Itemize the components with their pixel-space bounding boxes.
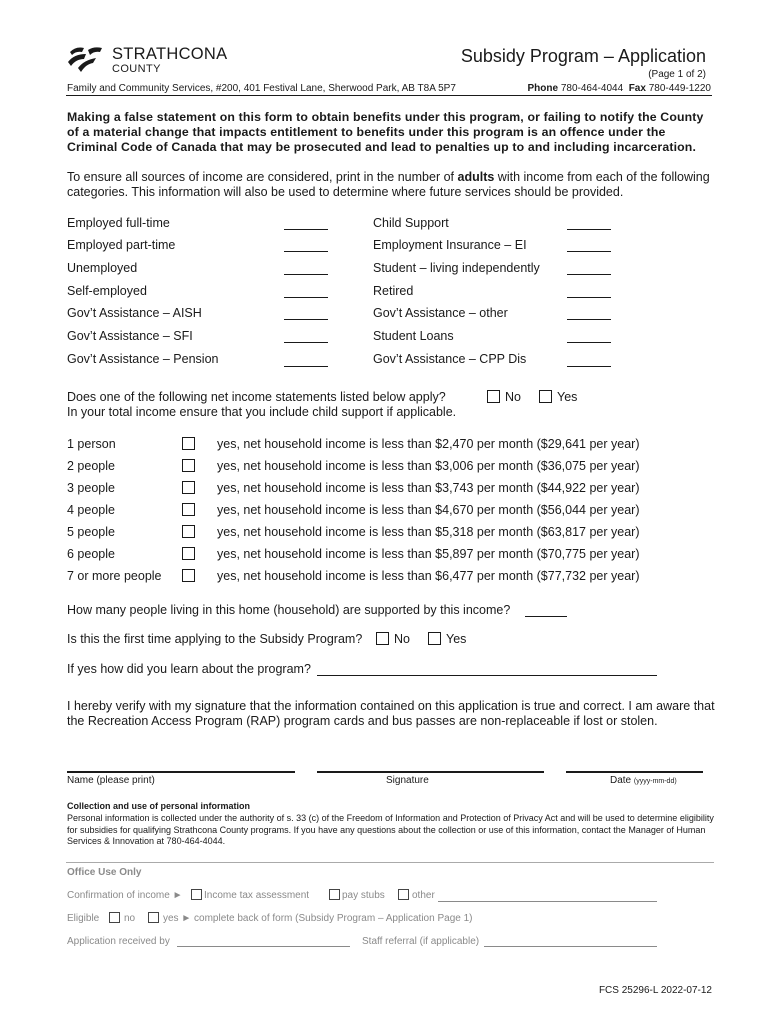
staff-referral-label: Staff referral (if applicable) bbox=[362, 936, 480, 947]
office-use-title: Office Use Only bbox=[67, 867, 142, 878]
header-address: Family and Community Services, #200, 401 Festival Lane, Sherwood Park, AB T8A 5P7 bbox=[67, 83, 456, 94]
name-caption: Name (please print) bbox=[67, 775, 155, 786]
household-count-question: How many people living in this home (household) are supported by this income? bbox=[67, 603, 511, 617]
tax-assessment-label: Income tax assessment bbox=[204, 890, 310, 901]
date-caption bbox=[610, 775, 677, 786]
net-income-no-checkbox[interactable] bbox=[487, 390, 500, 403]
household-checkbox[interactable] bbox=[182, 547, 195, 560]
income-label: Gov’t Assistance – CPP Dis bbox=[373, 352, 527, 366]
income-count-field[interactable] bbox=[284, 274, 328, 275]
household-size: 3 people bbox=[67, 481, 115, 495]
other-field[interactable] bbox=[438, 901, 657, 902]
eligible-no-label: no bbox=[124, 913, 136, 924]
income-intro bbox=[67, 170, 713, 200]
income-count-field[interactable] bbox=[567, 274, 611, 275]
household-threshold: yes, net household income is less than $3,006 per month ($36,075 per year) bbox=[217, 459, 640, 473]
tax-assessment-checkbox[interactable] bbox=[191, 889, 202, 900]
household-size: 1 person bbox=[67, 437, 116, 451]
household-size: 5 people bbox=[67, 525, 115, 539]
privacy-title: Collection and use of personal information bbox=[67, 801, 251, 811]
income-label: Employed full-time bbox=[67, 216, 170, 230]
intro-before: To ensure all sources of income are considered, print in the number of bbox=[67, 170, 458, 184]
income-label: Gov’t Assistance – AISH bbox=[67, 306, 202, 320]
household-threshold: yes, net household income is less than $2,470 per month ($29,641 per year) bbox=[217, 437, 640, 451]
income-count-field[interactable] bbox=[567, 229, 611, 230]
income-count-field[interactable] bbox=[284, 297, 328, 298]
phone-label: Phone bbox=[527, 83, 559, 94]
first-time-question: Is this the first time applying to the Subsidy Program? bbox=[67, 632, 363, 646]
net-income-yes-checkbox[interactable] bbox=[539, 390, 552, 403]
false-statement-warning: Making a false statement on this form to obtain benefits under this program, or failing to notify the County of a material change that impacts entitlement to benefits under this program is an offence under the Criminal Code of Canada that may be prosecuted and lead to penalties up to and including incarceration. bbox=[67, 110, 704, 154]
signature-caption: Signature bbox=[386, 775, 429, 786]
income-label: Gov’t Assistance – SFI bbox=[67, 329, 193, 343]
date-label: Date bbox=[610, 775, 632, 786]
page-number: (Page 1 of 2) bbox=[648, 69, 706, 80]
household-size: 2 people bbox=[67, 459, 115, 473]
income-count-field[interactable] bbox=[284, 319, 328, 320]
income-label: Unemployed bbox=[67, 261, 138, 275]
fax-label: Fax bbox=[628, 83, 646, 94]
income-label: Student – living independently bbox=[373, 261, 540, 275]
logo-name: STRATHCONA bbox=[112, 45, 228, 63]
received-by-label: Application received by bbox=[67, 936, 170, 947]
income-count-field[interactable] bbox=[284, 229, 328, 230]
household-size: 4 people bbox=[67, 503, 115, 517]
date-line[interactable] bbox=[566, 771, 703, 773]
household-threshold: yes, net household income is less than $6,477 per month ($77,732 per year) bbox=[217, 569, 640, 583]
net-income-question: Does one of the following net income statements listed below apply? bbox=[67, 390, 446, 404]
eligible-no-checkbox[interactable] bbox=[109, 912, 120, 923]
income-count-field[interactable] bbox=[567, 342, 611, 343]
privacy-body: Personal information is collected under the authority of s. 33 (c) of the Freedom of Information and Protection of Privacy Act and will be used to determine eligibility for subsidies for qualifying Strathcona County programs. If you have any questions about the collection or use of this information, contact the Manager of Human Services & Innovation at 780-464-4044. bbox=[67, 813, 714, 846]
eligible-label: Eligible bbox=[67, 913, 100, 924]
pay-stubs-label: pay stubs bbox=[342, 890, 385, 901]
learn-answer-field[interactable] bbox=[317, 675, 657, 676]
first-time-no-label: No bbox=[394, 632, 410, 646]
household-threshold: yes, net household income is less than $5,318 per month ($63,817 per year) bbox=[217, 525, 640, 539]
intro-after: with income from each of the following categories. This information will also be used to determine where future services should be provided. bbox=[67, 170, 710, 199]
income-label: Child Support bbox=[373, 216, 449, 230]
other-checkbox[interactable] bbox=[398, 889, 409, 900]
income-count-field[interactable] bbox=[284, 366, 328, 367]
first-time-yes-checkbox[interactable] bbox=[428, 632, 441, 645]
income-label: Student Loans bbox=[373, 329, 454, 343]
office-divider bbox=[66, 862, 714, 863]
name-line[interactable] bbox=[67, 771, 295, 773]
confirmation-label: Confirmation of income ► bbox=[67, 890, 183, 901]
household-size: 6 people bbox=[67, 547, 115, 561]
net-income-note: In your total income ensure that you include child support if applicable. bbox=[67, 405, 457, 419]
header-contact bbox=[528, 83, 711, 94]
eligible-yes-checkbox[interactable] bbox=[148, 912, 159, 923]
household-threshold: yes, net household income is less than $5,897 per month ($70,775 per year) bbox=[217, 547, 640, 561]
received-by-field[interactable] bbox=[177, 946, 350, 947]
form-code: FCS 25296-L 2022-07-12 bbox=[598, 985, 712, 996]
header-divider bbox=[66, 95, 712, 96]
first-time-no-checkbox[interactable] bbox=[376, 632, 389, 645]
staff-referral-field[interactable] bbox=[484, 946, 657, 947]
income-label: Gov’t Assistance – other bbox=[373, 306, 508, 320]
household-checkbox[interactable] bbox=[182, 481, 195, 494]
income-count-field[interactable] bbox=[567, 251, 611, 252]
strathcona-logo-mark-icon bbox=[66, 44, 106, 76]
household-checkbox[interactable] bbox=[182, 569, 195, 582]
fax-number: 780-449-1220 bbox=[648, 83, 711, 94]
learn-question: If yes how did you learn about the program? bbox=[67, 662, 311, 676]
date-format: (yyyy-mm-dd) bbox=[633, 778, 677, 785]
income-count-field[interactable] bbox=[567, 366, 611, 367]
verification-statement: I hereby verify with my signature that the information contained on this application is true and correct. I am aware that the Recreation Access Program (RAP) program cards and bus passes are non-replaceable if lost or stolen. bbox=[67, 699, 715, 728]
page-title: Subsidy Program – Application bbox=[460, 46, 706, 66]
intro-adults: adults bbox=[457, 170, 495, 184]
household-threshold: yes, net household income is less than $4,670 per month ($56,044 per year) bbox=[217, 503, 640, 517]
eligible-yes-label: yes ► complete back of form (Subsidy Program – Application Page 1) bbox=[163, 913, 473, 924]
strathcona-logo bbox=[66, 44, 236, 76]
logo-county: COUNTY bbox=[112, 63, 161, 75]
income-label: Self-employed bbox=[67, 284, 147, 298]
household-checkbox[interactable] bbox=[182, 525, 195, 538]
income-count-field[interactable] bbox=[567, 297, 611, 298]
signature-line[interactable] bbox=[317, 771, 544, 773]
first-time-yes-label: Yes bbox=[446, 632, 467, 646]
pay-stubs-checkbox[interactable] bbox=[329, 889, 340, 900]
other-label: other bbox=[412, 890, 435, 901]
household-size: 7 or more people bbox=[67, 569, 162, 583]
net-income-no-label: No bbox=[505, 390, 521, 404]
household-count-field[interactable] bbox=[525, 616, 567, 617]
income-label: Retired bbox=[373, 284, 414, 298]
income-label: Gov’t Assistance – Pension bbox=[67, 352, 219, 366]
phone-number: 780-464-4044 bbox=[560, 83, 624, 94]
income-count-field[interactable] bbox=[284, 251, 328, 252]
household-checkbox[interactable] bbox=[182, 503, 195, 516]
income-count-field[interactable] bbox=[567, 319, 611, 320]
income-label: Employment Insurance – EI bbox=[373, 238, 527, 252]
household-checkbox[interactable] bbox=[182, 437, 195, 450]
income-count-field[interactable] bbox=[284, 342, 328, 343]
income-label: Employed part-time bbox=[67, 238, 176, 252]
household-threshold: yes, net household income is less than $3,743 per month ($44,922 per year) bbox=[217, 481, 640, 495]
net-income-yes-label: Yes bbox=[557, 390, 578, 404]
household-checkbox[interactable] bbox=[182, 459, 195, 472]
